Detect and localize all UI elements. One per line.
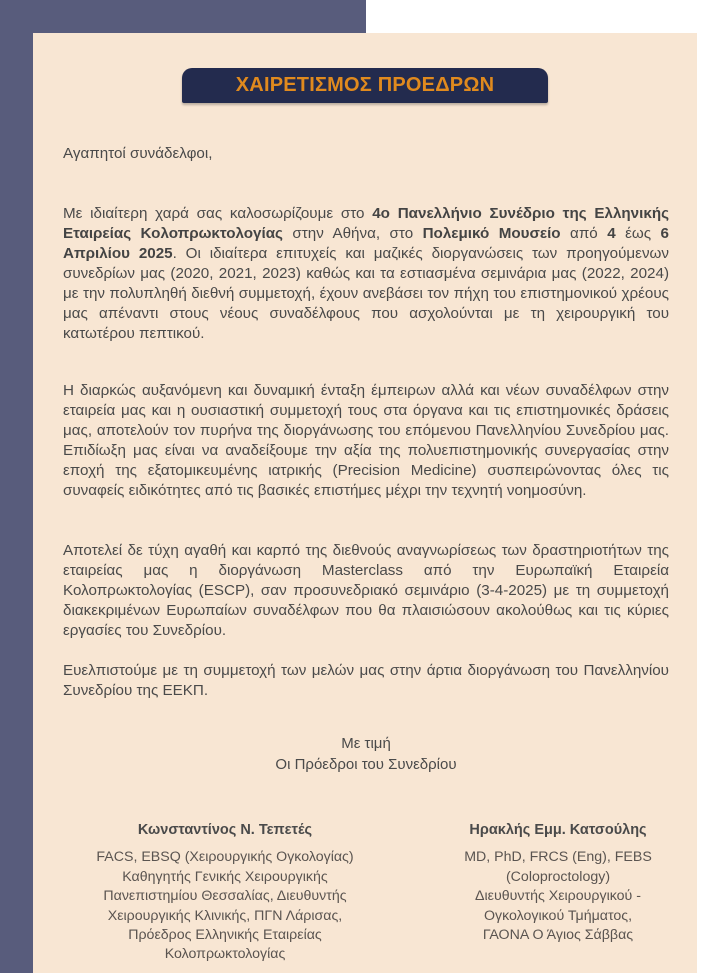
credential-line: FACS, EBSQ (Χειρουργικής Ογκολογίας) [96, 849, 354, 866]
credential-line: Καθηγητής Γενικής Χειρουργικής [122, 868, 328, 885]
end-date: 6 Απριλίου 2025 [63, 225, 669, 262]
text: έως [615, 225, 661, 242]
credential-line: Κολοπρωκτολογίας [164, 946, 286, 963]
paragraph-2: Η διαρκώς αυξανόμενη και δυναμική ένταξη έμπειρων αλλά και νέων συναδέλφων στην εταιρεία μας και η ουσιαστική συμμετοχή τους στα όργανα και τις επιστημονικές δράσεις μας, αποτελούν τον πυρήνα της διοργάνωσης του επόμενου Πανελληνίου Συνεδρίου μας. Επιδίωξη μας είναι να αναδείξουμε την αξία της πολυεπιστημονικής συνεργασίας στην εποχή της εξατομικευμένης ιατρικής (Precision Medicine) συσπειρώνοντας όλες τις συναφείς ειδικότητες από τις βασικές επιστήμες μέχρι την τεχνητή νοημοσύνη. [63, 382, 669, 499]
closing-salutation: Με τιμή [341, 735, 391, 752]
paragraph-4: Ευελπιστούμε με τη συμμετοχή των μελών μας στην άρτια διοργάνωση του Πανελληνίου Συνεδρίου της ΕΕΚΠ. [63, 662, 669, 699]
title-banner [182, 68, 548, 103]
text: από [560, 225, 608, 242]
signature-left [90, 821, 360, 965]
signatory-name: Ηρακλής Εμμ. Κατσούλης [469, 822, 647, 838]
closing-signoff: Οι Πρόεδροι του Συνεδρίου [275, 756, 457, 773]
page-title: ΧΑΙΡΕΤΙΣΜΟΣ ΠΡΟΕΔΡΩΝ [235, 74, 495, 96]
credential-line: ΓΑΟΝΑ Ο Άγιος Σάββας [482, 927, 634, 944]
paragraph-1 [63, 204, 669, 344]
credential-line: MD, PhD, FRCS (Eng), FEBS [464, 849, 652, 866]
text: Με ιδιαίτερη χαρά σας καλοσωρίζουμε στο [63, 205, 373, 222]
credential-line: Πρόεδρος Ελληνικής Εταιρείας [128, 927, 322, 944]
signatory-name: Κωνσταντίνος Ν. Τεπετές [137, 822, 313, 838]
credential-line: Ογκολογικού Τμήματος, [483, 907, 633, 924]
signature-right [448, 821, 668, 945]
credential-line: Διευθυντής Χειρουργικού - [475, 888, 641, 905]
credential-line: (Coloproctology) [505, 868, 611, 885]
venue: Πολεμικό Μουσείο [422, 225, 561, 242]
text: . Οι ιδιαίτερα επιτυχείς και μαζικές διοργανώσεις των προηγούμενων συνεδρίων μας (2020, 2021, 2023) καθώς και τα εστιασμένα σεμινάρια μας (2022, 2024) με την πολυπληθή διεθνή συμμετοχή, έχουν ανεβάσει τον πήχη του επιστημονικού χρέους μας απέναντι στους νέους συναδέλφους που ασχολούνται με τη χειρουργική του κατωτέρου πεπτικού. [63, 245, 669, 342]
credential-line: Πανεπιστημίου Θεσσαλίας, Διευθυντής [103, 888, 347, 905]
credential-line: Χειρουργικής Κλινικής, ΠΓΝ Λάρισας, [107, 907, 343, 924]
congress-name: 4ο Πανελλήνιο Συνέδριο της Ελληνικής Εταιρείας Κολοπρωκτολογίας [63, 205, 669, 242]
letter-card [33, 33, 697, 973]
closing [63, 733, 669, 775]
paragraph-3: Αποτελεί δε τύχη αγαθή και καρπό της διεθνούς αναγνωρίσεως των δραστηριοτήτων της εταιρείας μας η διοργάνωση Masterclass από την Ευρωπαϊκή Εταιρεία Κολοπρωκτολογίας (ESCP), σαν προσυνεδριακό σεμινάριο (3-4-2025) με τη συμμετοχή διακεκριμένων Ευρωπαίων συναδέλφων που θα πλαισιώσουν ακολούθως και τις κύριες εργασίες του Συνεδρίου. [63, 542, 669, 639]
greeting: Αγαπητοί συνάδελφοι, [63, 145, 213, 162]
start-day: 4 [607, 225, 616, 242]
text: στην Αθήνα, στο [282, 225, 423, 242]
